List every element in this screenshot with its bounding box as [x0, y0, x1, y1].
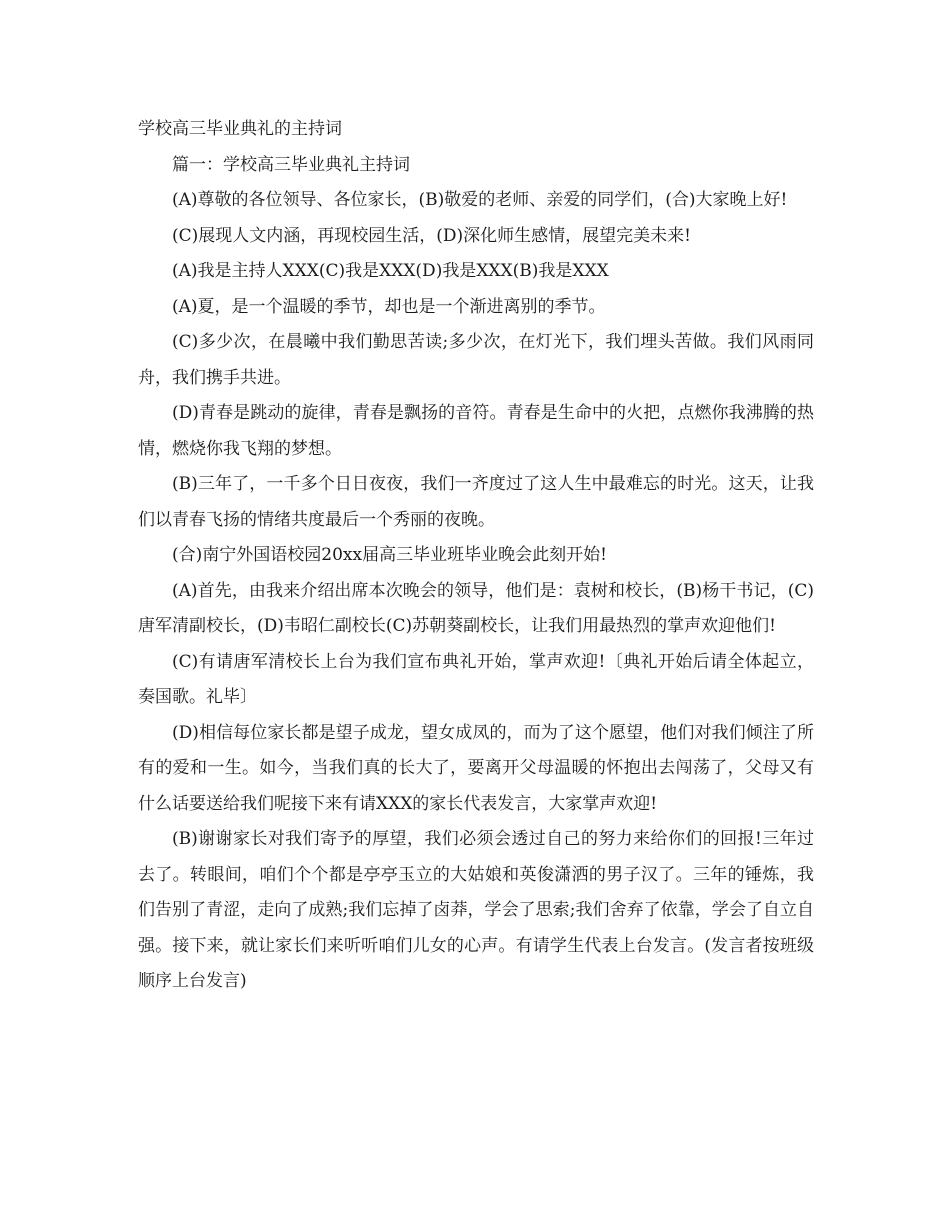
- paragraph-opening: (合)南宁外国语校园20xx届高三毕业班毕业晚会此刻开始!: [172, 545, 607, 565]
- paragraph-hosts: (A)我是主持人XXX(C)我是XXX(D)我是XXX(B)我是XXX: [172, 261, 609, 281]
- paragraph-greeting: (A)尊敬的各位领导、各位家长，(B)敬爱的老师、亲爱的同学们，(合)大家晚上好!: [172, 190, 788, 210]
- paragraph-leaders: (A)首先，由我来介绍出席本次晚会的领导，他们是：袁树和校长，(B)杨干书记，(C)唐军清副校长，(D)韦昭仁副校长(C)苏朝葵副校长，让我们用最热烈的掌声欢迎他们!: [138, 580, 814, 636]
- paragraph-study: (C)多少次，在晨曦中我们勤思苦读;多少次，在灯光下，我们埋头苦做。我们风雨同舟，我们携手共进。: [138, 332, 814, 388]
- paragraph-theme: (C)展现人文内涵，再现校园生活，(D)深化师生感情，展望完美未来!: [172, 225, 691, 246]
- paragraph-three-years: (B)三年了，一千多个日日夜夜，我们一齐度过了这人生中最难忘的时光。这天，让我们以青春飞扬的情绪共度最后一个秀丽的夜晚。: [138, 474, 814, 530]
- document-title: 学校高三毕业典礼的主持词: [138, 119, 342, 139]
- document-page: [138, 112, 814, 1000]
- paragraph-students: (B)谢谢家长对我们寄予的厚望，我们必须会透过自己的努力来给你们的回报!三年过去了。转眼间，咱们个个都是亭亭玉立的大姑娘和英俊潇洒的男子汉了。三年的锤炼，我们告别了青涩，走向了成熟;我们忘掉了卤莽，学会了思索;我们舍弃了依靠，学会了自立自强。接下来，就让家长们来听听咱们儿女的心声。有请学生代表上台发言。(发言者按班级顺序上台发言): [138, 829, 814, 991]
- paragraph-summer: (A)夏，是一个温暖的季节，却也是一个渐进离别的季节。: [172, 296, 606, 317]
- paragraph-youth: (D)青春是跳动的旋律，青春是飘扬的音符。青春是生命中的火把，点燃你我沸腾的热情，燃烧你我飞翔的梦想。: [138, 403, 814, 459]
- paragraph-ceremony-start: (C)有请唐军清校长上台为我们宣布典礼开始，掌声欢迎!〔典礼开始后请全体起立，奏国歌。礼毕〕: [138, 651, 814, 707]
- section-heading: 篇一：学校高三毕业典礼主持词: [172, 154, 410, 175]
- paragraph-parents: (D)相信每位家长都是望子成龙，望女成凤的，而为了这个愿望，他们对我们倾注了所有的爱和一生。如今，当我们真的长大了，要离开父母温暖的怀抱出去闯荡了，父母又有什么话要送给我们呢接下来有请XXX的家长代表发言，大家掌声欢迎!: [138, 722, 814, 814]
